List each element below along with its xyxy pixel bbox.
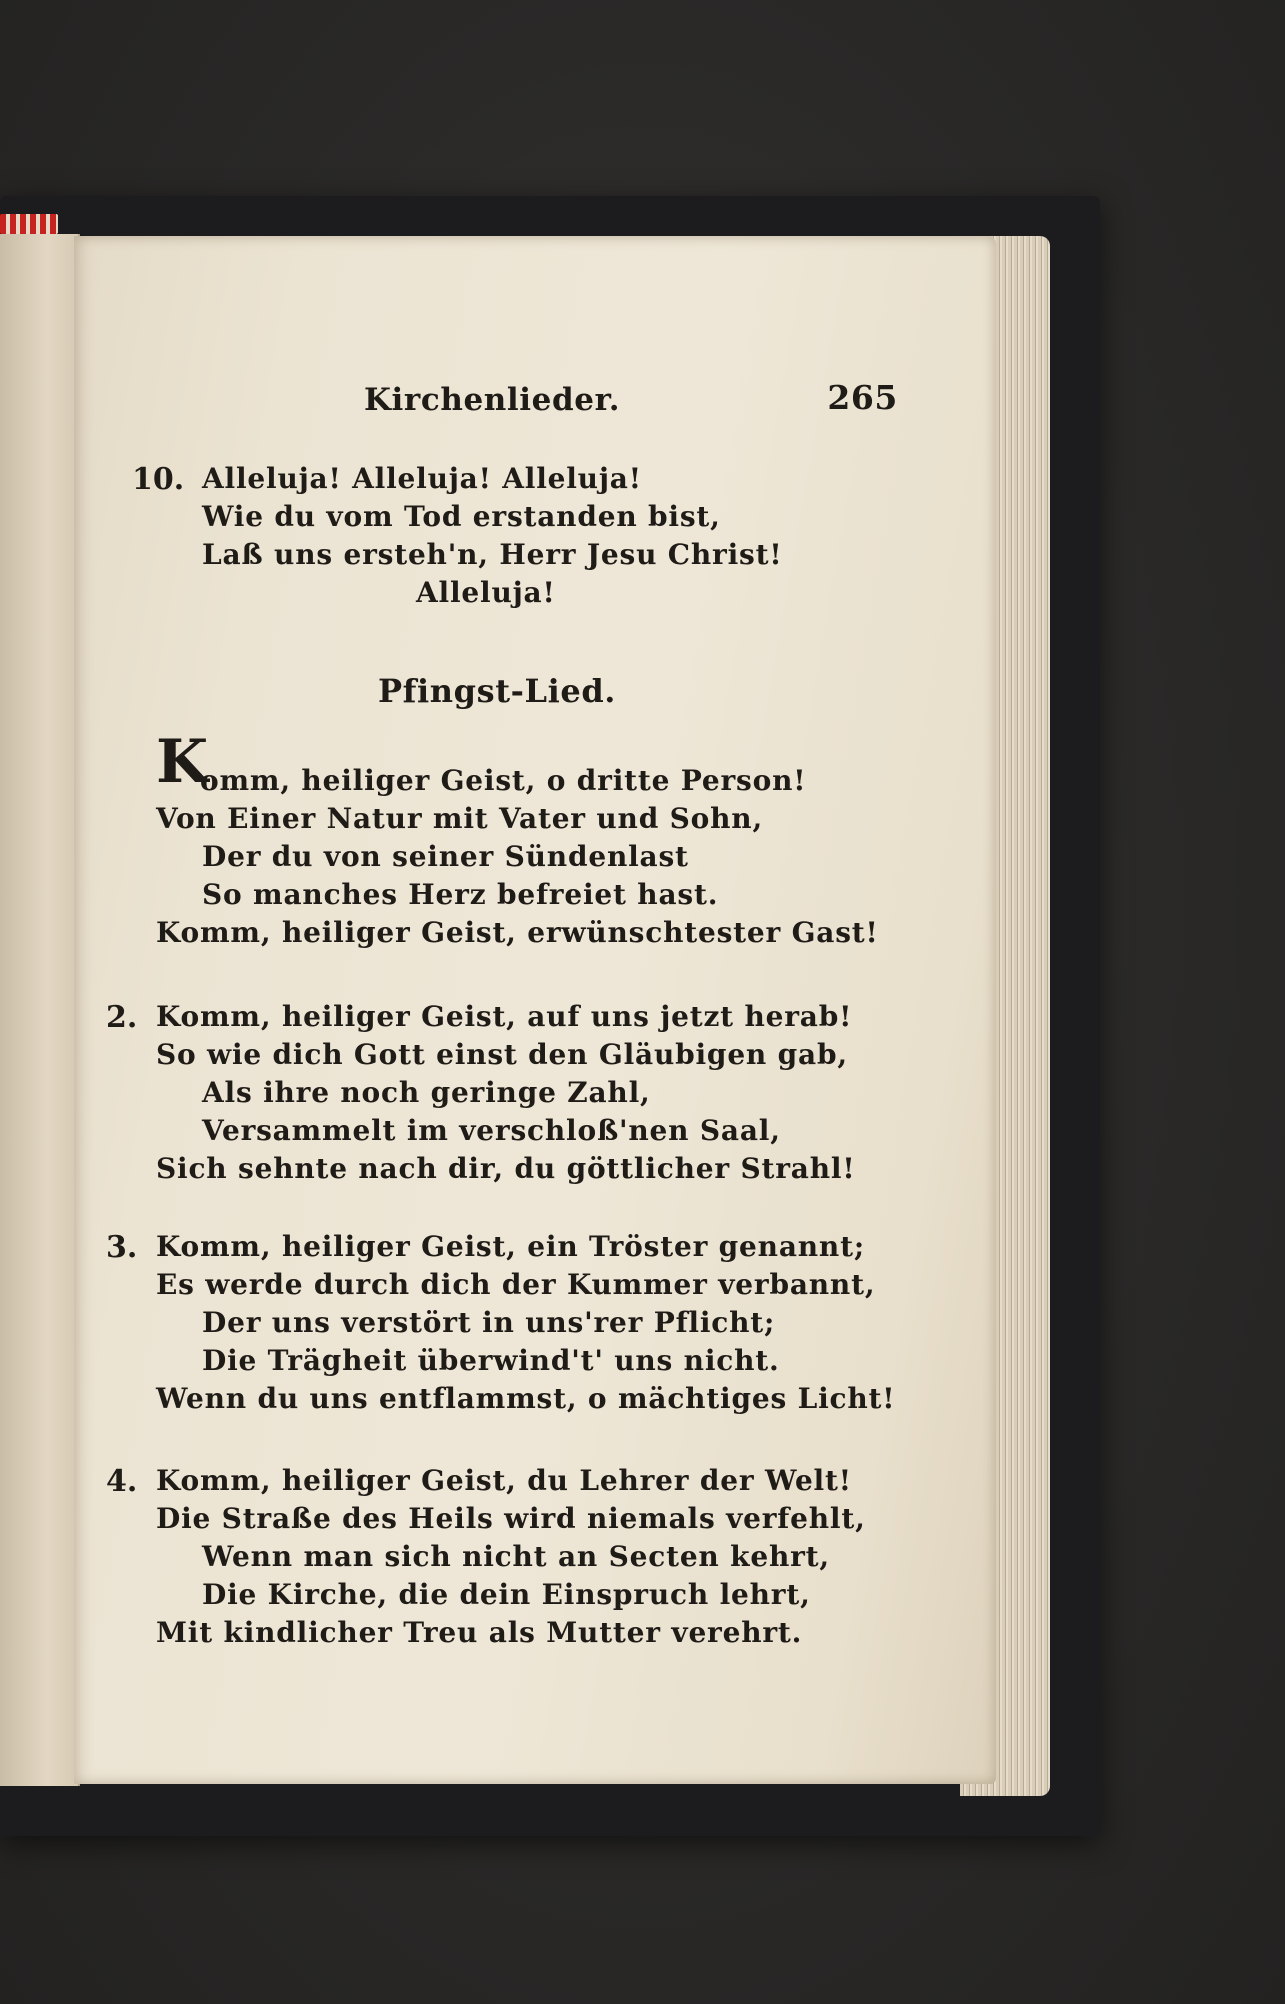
verse-line: Mit kindlicher Treu als Mutter verehrt.: [156, 1616, 803, 1649]
drop-cap: K: [156, 727, 209, 797]
verse-line: Von Einer Natur mit Vater und Sohn,: [156, 802, 764, 835]
song-title: Pfingst-Lied.: [378, 672, 617, 710]
verse-line: Wenn man sich nicht an Secten kehrt,: [202, 1540, 830, 1573]
verse-line: Versammelt im verschloß'nen Saal,: [202, 1114, 781, 1147]
stanza-number: 10.: [132, 462, 185, 497]
verse-line: Es werde durch dich der Kummer verbannt,: [156, 1268, 876, 1301]
verse-line: Wenn du uns entflammst, o mächtiges Licht!: [156, 1382, 896, 1415]
verse-line: Die Kirche, die dein Einspruch lehrt,: [202, 1578, 811, 1611]
verse-line: omm, heiliger Geist, o dritte Person!: [200, 764, 807, 797]
stanza-number: 4.: [106, 1464, 138, 1499]
verse-line: Wie du vom Tod erstanden bist,: [202, 500, 721, 533]
stanza-number: 3.: [106, 1230, 138, 1265]
verse-line: Die Straße des Heils wird niemals verfehlt,: [156, 1502, 866, 1535]
verse-line: Als ihre noch geringe Zahl,: [202, 1076, 651, 1109]
verse-line: Der du von seiner Sündenlast: [202, 840, 689, 873]
running-header: Kirchenlieder.: [364, 382, 621, 418]
verse-line: Komm, heiliger Geist, auf uns jetzt herab!: [156, 1000, 853, 1033]
verse-line: Der uns verstört in uns'rer Pflicht;: [202, 1306, 776, 1339]
verse-line: Alleluja! Alleluja! Alleluja!: [202, 462, 642, 495]
previous-page-edge: [0, 234, 80, 1786]
verse-line: Laß uns ersteh'n, Herr Jesu Christ!: [202, 538, 783, 571]
verse-line: Komm, heiliger Geist, erwünschtester Gast!: [156, 916, 879, 949]
verse-line: Die Trägheit überwind't' uns nicht.: [202, 1344, 780, 1377]
verse-line: Komm, heiliger Geist, du Lehrer der Welt!: [156, 1464, 852, 1497]
verse-line: Alleluja!: [416, 576, 556, 609]
verse-line: So manches Herz befreiet hast.: [202, 878, 719, 911]
verse-line: So wie dich Gott einst den Gläubigen gab,: [156, 1038, 848, 1071]
verse-line: Komm, heiliger Geist, ein Tröster genannt;: [156, 1230, 865, 1263]
verse-line: Sich sehnte nach dir, du göttlicher Strahl!: [156, 1152, 856, 1185]
bookmark-ribbon: [0, 214, 58, 234]
page-number: 265: [827, 378, 898, 417]
stanza-number: 2.: [106, 1000, 138, 1035]
book-page: [74, 236, 996, 1784]
